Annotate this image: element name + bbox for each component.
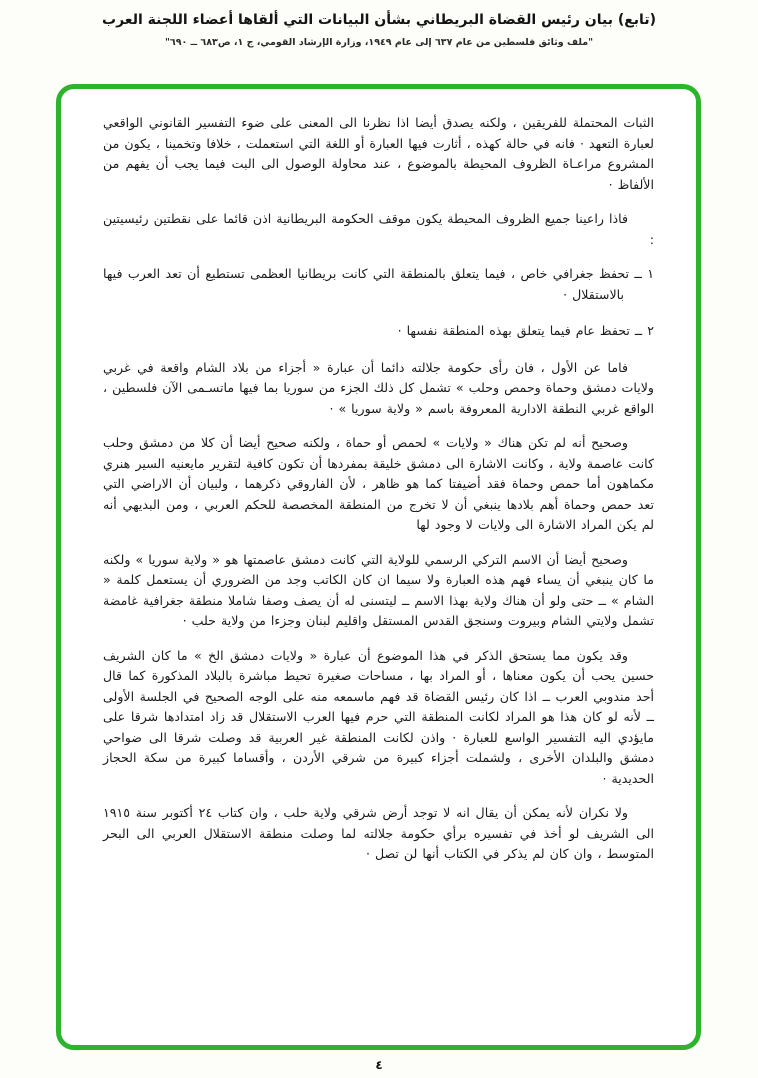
numbered-point-1: ١ ــ تحفظ جغرافي خاص ، فيما يتعلق بالمنطقة التي كانت بريطانيا العظمى تستطيع أن تعد العرب فيها بالاستقلال · — [103, 266, 654, 302]
document-title: (تابع) بيان رئيس القضاة البريطاني بشأن البيانات التي ألقاها أعضاء اللجنة العرب — [102, 12, 656, 28]
body-paragraph: وصحيح أنه لم تكن هناك « ولايات » لحمص أو حماة ، ولكنه صحيح أيضا أن كلا من دمشق وحلب كانت عاصمة ولاية ، وكانت الاشارة الى دمشق خليقة بمفردها أن تكون كافية لتقرير مايعنيه السير هنري مكماهون أما حمص وحماة فقد أضيفتا كما هو ظاهر ، لأن الفاروقي ذكرهما ، ولبيان أن الاراضي التي تعد حمص وحماة أهم بلادها ينبغي أن لا تخرج من المنطقة المخصصة للحكم العربي ، ومن البديهي أنه لم يكن المراد الاشارة الى ولايات لا وجود لها — [103, 435, 654, 533]
body-paragraph: وصحيح أيضا أن الاسم التركي الرسمي للولاية التي كانت دمشق عاصمتها هو « ولاية سوريا » ولكنه ما كان ينبغي أن يساء فهم هذه العبارة ولا سيما ان كان الكاتب وجد من الضروري أن يستعمل كلمة « الشام » ــ حتى ولو أن هناك ولاية بهذا الاسم ــ ليتسنى له أن يصف وصفا شاملا منطقة جغرافية غامضة تشمل ولايتي الشام وبيروت وسنجق القدس المستقل واقليم لبنان وجزءا من ولاية حلب · — [103, 551, 654, 629]
document-source-line: "ملف وثائق فلسطين من عام ٦٣٧ إلى عام ١٩٤٩، وزارة الإرشاد القومي، ج ١، ص٦٨٣ ــ ٦٩٠" — [164, 37, 594, 48]
green-border-frame — [56, 84, 701, 1050]
body-paragraph: الثبات المحتملة للفريقين ، ولكنه يصدق أيضا اذا نظرنا الى المعنى على ضوء التفسير القانوني الواقعي لعبارة التعهد · فانه في حالة كهذه ، أثارت فيها العبارة أو اللغة التي استعملت ، خلافا وتخمينا ، يكون من المشروع مراعـاة الظروف المحيطة بالموضوع ، عند محاولة الوصول الى البت فيما يجب أن يفهم من الألفاظ · — [103, 115, 654, 192]
body-paragraph: ولا نكران لأنه يمكن أن يقال انه لا توجد أرض شرقي ولاية حلب ، وان كتاب ٢٤ أكتوبر سنة ١٩١٥ الى الشريف لو أخذ في تفسيره برأي حكومة جلالته لما وصلت منطقة الاستقلال العربي الى البحر المتوسط ، وان كان لم يذكر في الكتاب أنها لن تصل · — [103, 805, 654, 862]
document-header — [0, 12, 758, 48]
page-number: ٤ — [375, 1058, 383, 1072]
body-paragraph: وقد يكون مما يستحق الذكر في هذا الموضوع أن عبارة « ولايات دمشق الخ » ما كان الشريف حسين يحب أن يكون معناها ، أو المراد بها ، مساحات صغيرة تحيط مباشرة بالبلاد المذكورة كما قال أحد مندوبي العرب ــ اذا كان رئيس القضاة قد فهم ماسمعه منه على الوجه الصحيح في الجلسة الأولى ــ لأنه لو كان هذا هو المراد لكانت المنطقة التي حرم فيها العرب الاستقلال قد زاد امتدادها شرقا على مايؤدي اليه التفسير الواسع للعبارة · واذن لكانت المنطقة غير العربية قد وصلت شرقا الى ضواحي دمشق والبلدان الأخرى ، ولشملت أجزاء كبيرة من شرقي الأردن ، وأقساما كبيرة من سكة الحجاز الحديدية · — [103, 647, 654, 786]
body-paragraph: فاذا راعينا جميع الظروف المحيطة يكون موقف الحكومة البريطانية اذن قائما على نقطتين رئيسيتين : — [103, 211, 654, 247]
numbered-point-2: ٢ ــ تحفظ عام فيما يتعلق بهذه المنطقة نفسها · — [397, 323, 654, 339]
body-paragraph: فاما عن الأول ، فان رأى حكومة جلالته دائما أن عبارة « أجزاء من بلاد الشام واقعة في غربي ولايات دمشق وحماة وحمص وحلب » تشمل كل ذلك الجزء من سوريا بما فيها ماتسـمى الآن فلسطين ، الواقع غربي النطقة الادارية المعروفة باسم « ولاية سوريا » · — [103, 359, 654, 416]
